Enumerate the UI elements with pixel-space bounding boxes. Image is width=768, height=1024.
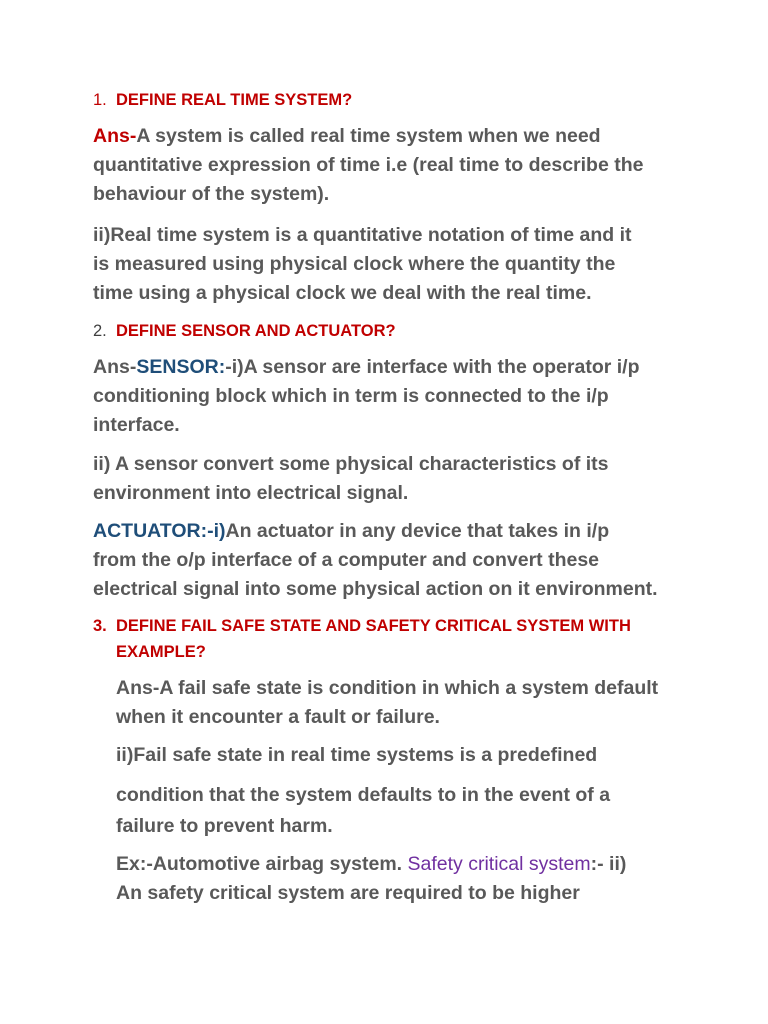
- example-text: Ex:-Automotive airbag system.: [116, 853, 408, 875]
- answer-line: behaviour of the system).: [93, 183, 330, 205]
- answer-line: time using a physical clock we deal with the real time.: [93, 282, 592, 304]
- question-title-line: DEFINE FAIL SAFE STATE AND SAFETY CRITICAL SYSTEM WITH: [116, 617, 631, 635]
- q3-example: [116, 850, 696, 908]
- actuator-label: ACTUATOR:-i): [93, 520, 226, 542]
- sensor-label: SENSOR:: [136, 356, 226, 378]
- q3-continuation: [116, 780, 696, 842]
- answer-line: electrical signal into some physical action on it environment.: [93, 578, 658, 600]
- q1-point-ii: [93, 221, 693, 308]
- question-number-3: 3.: [93, 617, 107, 635]
- answer-prefix: Ans-: [93, 125, 137, 147]
- answer-line: when it encounter a fault or failure.: [116, 706, 440, 728]
- answer-line: Ans-SENSOR:-i)A sensor are interface with the operator i/p: [93, 356, 640, 378]
- answer-line: Ans-A fail safe state is condition in which a system default: [116, 677, 659, 699]
- answer-line: conditioning block which in term is connected to the i/p: [93, 385, 609, 407]
- question-3-heading: [116, 613, 696, 665]
- answer-line: Ex:-Automotive airbag system. Safety critical system:- ii): [116, 853, 627, 875]
- q2-actuator-answer: [93, 517, 693, 604]
- answer-line: ii) A sensor convert some physical characteristics of its: [93, 453, 609, 475]
- safety-critical-label: Safety critical system: [407, 853, 591, 875]
- question-title-line: EXAMPLE?: [116, 643, 206, 661]
- question-2-heading: [93, 318, 693, 344]
- q3-point-ii: ii)Fail safe state in real time systems is a predefined: [116, 744, 598, 766]
- answer-line: ii)Real time system is a quantitative notation of time and it: [93, 224, 632, 246]
- answer-line: from the o/p interface of a computer and convert these: [93, 549, 600, 571]
- answer-line: failure to prevent harm.: [116, 815, 333, 837]
- question-title: DEFINE REAL TIME SYSTEM?: [116, 91, 353, 109]
- answer-line: interface.: [93, 414, 180, 436]
- q2-sensor-answer: [93, 353, 693, 440]
- question-number: 1.: [93, 91, 107, 109]
- point-prefix: ii): [93, 224, 111, 246]
- answer-prefix: Ans-: [93, 356, 137, 378]
- answer-line: is measured using physical clock where the quantity the: [93, 253, 616, 275]
- answer-line: An safety critical system are required to be higher: [116, 882, 580, 904]
- answer-line: Ans-A system is called real time system when we need: [93, 125, 601, 147]
- answer-line: quantitative expression of time i.e (real time to describe the: [93, 154, 644, 176]
- q1-answer: [93, 122, 693, 209]
- answer-line: environment into electrical signal.: [93, 482, 409, 504]
- question-1-heading: [93, 87, 693, 113]
- question-title: DEFINE SENSOR AND ACTUATOR?: [116, 322, 396, 340]
- q2-sensor-point-ii: [93, 450, 693, 508]
- question-number: 2.: [93, 322, 107, 340]
- answer-line: ACTUATOR:-i)An actuator in any device that takes in i/p: [93, 520, 610, 542]
- q3-answer: [116, 674, 696, 732]
- answer-line: condition that the system defaults to in the event of a: [116, 784, 611, 806]
